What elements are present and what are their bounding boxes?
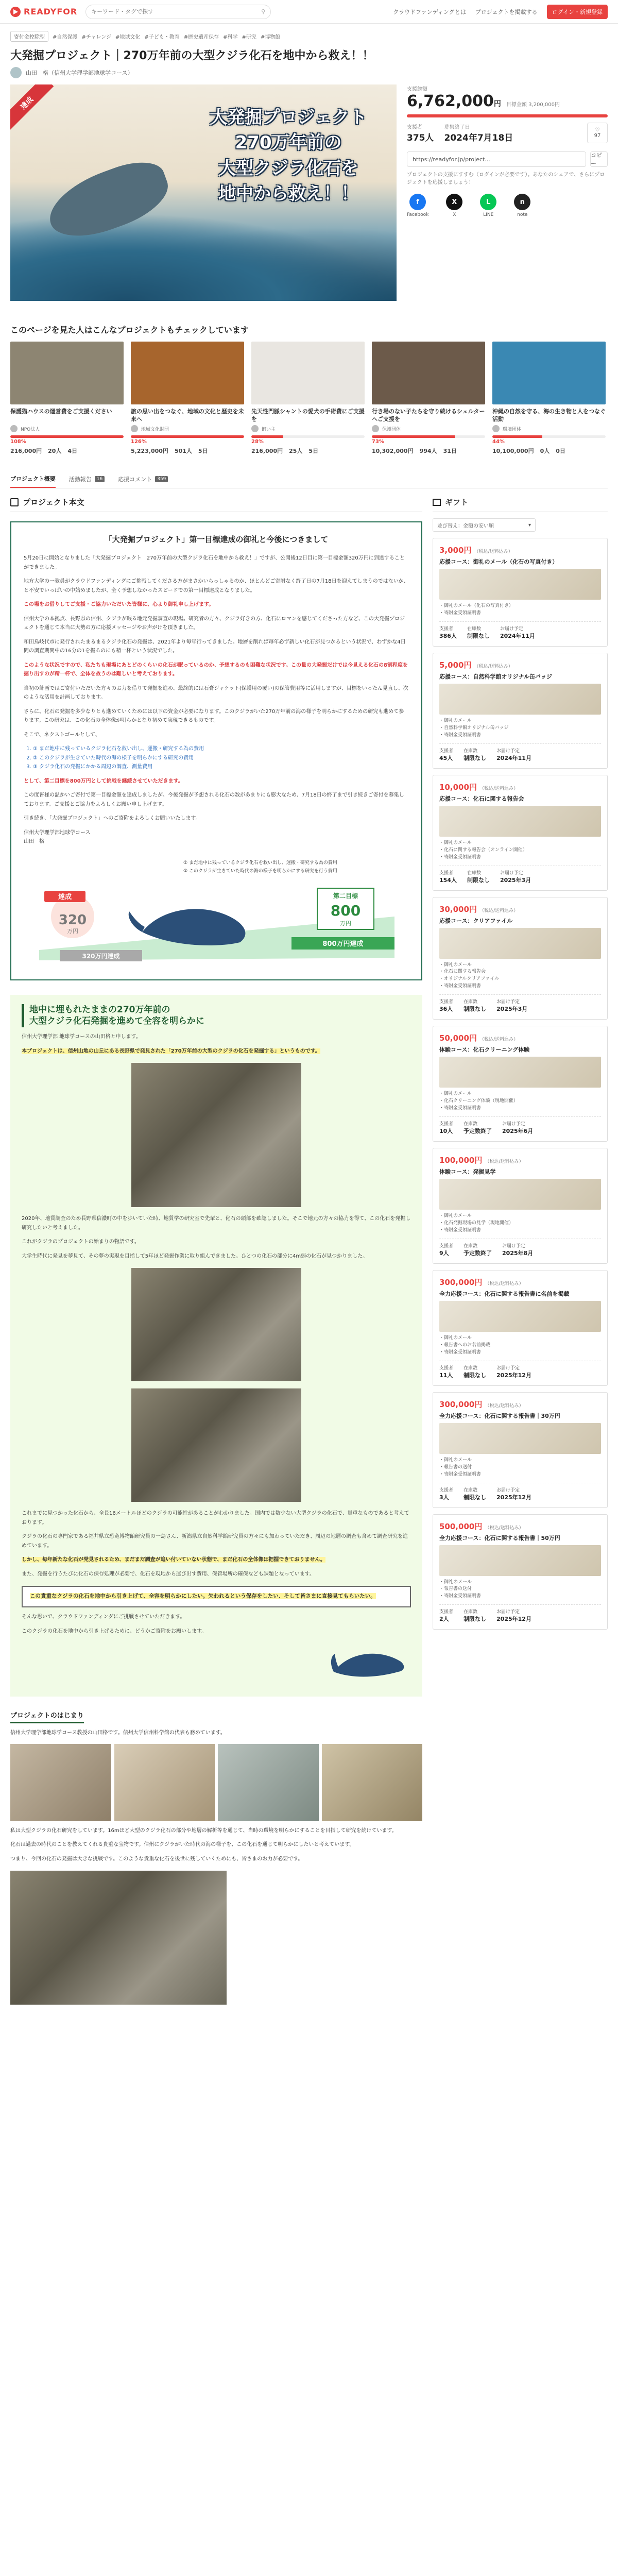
card-owner: 保護団体 — [372, 425, 485, 432]
goal-graphic-svg — [24, 855, 409, 968]
progress-fill — [407, 114, 608, 117]
first-goal-value: 320 — [58, 912, 87, 928]
paragraph: 信州大学の本拠点、長野県の信州、クジラが眠る地元発掘調査の現場。研究者の方々、クジラ好きの方、化石にロマンを感じてくださった方など、この大発掘プロジェクトを通じて本当に大勢の方に応援メッセージやお声がけを頂きました。 — [24, 616, 405, 631]
paragraph: 信州大学理学部 地球学コースの山田格と申します。 — [22, 1034, 141, 1040]
hero-caption — [196, 105, 381, 207]
gift-thumbnail — [439, 684, 601, 715]
card-image — [10, 342, 124, 404]
card-progress — [131, 435, 244, 438]
gift-card[interactable] — [433, 775, 608, 891]
card-meta: 10,302,000円 994人 31日 — [372, 448, 457, 454]
card-image — [251, 342, 365, 404]
page-title: 大発掘プロジェクト｜270万年前の大型クジラ化石を地中から救え！！ — [10, 49, 374, 62]
login-button[interactable]: ログイン・新規登録 — [547, 5, 608, 19]
paragraph: しかし、毎年新たな化石が発見されるため、まだまだ調査が追い付いていない状態で、まだ化石の全体像は把握できておりません。 — [22, 1557, 325, 1563]
gift-card[interactable] — [433, 1392, 608, 1508]
paragraph: 地方大学の一教員がクラウドファンディングにご挑戦してくださる方がまさかいらっしゃるのか、ほとんどご寄附なく終了日の7月18日を迎えてしまうのではないか、と不安でいっぱいの中始めましたが、全く予想しなかったスピードでの第一目標達成となりました。 — [24, 579, 409, 594]
gift-name: 応援コース：御礼のメール（化石の写真付き） — [439, 558, 558, 565]
top-bar — [0, 0, 618, 24]
card-percent: 126% — [131, 439, 147, 445]
gift-thumbnail — [439, 1057, 601, 1088]
project-tags — [10, 24, 608, 42]
gift-thumbnail — [439, 1423, 601, 1454]
gift-description: ・御礼のメール ・化石クリーニング体験（現地開催） ・寄附金受領証明書 — [439, 1091, 518, 1111]
gift-description: ・御礼のメール ・化石に関する報告会（オンライン開催） ・寄附金受領証明書 — [439, 840, 527, 860]
amount-label: 支援総額 — [407, 87, 427, 92]
recommend-card[interactable] — [492, 342, 606, 455]
gift-card[interactable] — [433, 1270, 608, 1386]
origin-heading: プロジェクトのはじまり — [10, 1710, 84, 1723]
x-icon: X — [446, 194, 462, 210]
readyfor-logo[interactable] — [10, 7, 77, 17]
paragraph: そんな思いで、クラウドファンディングにご挑戦させていただきます。 — [22, 1614, 185, 1620]
gift-icon — [433, 499, 441, 506]
post-project-link[interactable]: プロジェクトを掲載する — [475, 8, 538, 15]
paragraph: これまでに見つかった化石から、全長16メートルほどのクジラの可能性があることがわかりました。国内では数少ない大型クジラの化石で、貴重なものであると考えております。 — [22, 1511, 409, 1526]
recommend-list — [10, 342, 608, 455]
gift-meta: 支援者 154人 在庫数 制限なし お届け予定 2025年3月 — [439, 866, 601, 884]
gift-name: 体験コース：化石クリーニング体験 — [439, 1046, 530, 1054]
list-item: 2. ② このクジラが生きていた時代の海の様子を明らかにする研究の費用 — [33, 754, 409, 763]
card-progress — [372, 435, 485, 438]
paragraph: 和田鳥岐代市に発行されたまるまるクジラ化石の発掘は、2021年より毎年行ってきました。地層を削れば毎年必ず新しい化石が見つかるという状況で、わずかな4日間の調査期間中の16分の1を掘るのにも精一杯という状況でした。 — [24, 639, 406, 654]
card-title: 旅の思い出をつなぐ、地域の文化と歴史を未来へ — [131, 408, 244, 423]
card-image — [372, 342, 485, 404]
hero-line: 270万年前の — [235, 132, 342, 154]
gift-meta: 支援者 2人 在庫数 制限なし お届け予定 2025年12月 — [439, 1604, 601, 1623]
gift-heading: ギフト — [433, 497, 608, 512]
avatar — [10, 67, 22, 78]
card-percent: 44% — [492, 439, 505, 445]
note-icon: n — [514, 194, 530, 210]
logo-text: READYFOR — [24, 7, 78, 16]
card-percent: 108% — [10, 439, 26, 445]
recommend-card[interactable] — [251, 342, 365, 455]
tag[interactable]: #研究 — [242, 35, 256, 40]
avatar — [131, 425, 138, 432]
share-line-button[interactable]: L LINE — [480, 194, 496, 217]
tab-overview[interactable]: プロジェクト概要 — [10, 470, 56, 488]
search-box[interactable] — [85, 5, 271, 19]
paragraph: そこで、ネクストゴールとして、 — [24, 732, 100, 738]
card-meta: 216,000円 25人 5日 — [251, 448, 319, 454]
avatar — [492, 425, 500, 432]
paragraph: さらに、化石の発掘を多少なりとも進めていくためには以下の資金が必要になります。このクジラがいた270万年前の海の様子を明らかにするための研究も進めて参ります。この研究は、この化石の全体像が明らかとなり初めて実現できるものです。 — [24, 708, 404, 723]
search-icon[interactable]: ⚲ — [261, 8, 266, 15]
gift-description: ・御礼のメール ・報告書へのお名前掲載 ・寄附金受領証明書 — [439, 1335, 491, 1355]
team-photo — [114, 1744, 215, 1821]
gift-price: 30,000円 （税込/送料込み） — [439, 904, 519, 914]
gift-name: 応援コース：クリアファイル — [439, 917, 513, 924]
second-goal-value: 800 — [330, 902, 361, 919]
gift-description: ・御礼のメール ・報告書の送付 ・寄附金受領証明書 — [439, 1457, 482, 1477]
avatar — [372, 425, 379, 432]
team-photos — [10, 1744, 422, 1821]
section-title: プロジェクト本文 — [10, 497, 422, 512]
gift-price: 500,000円 （税込/送料込み） — [439, 1521, 524, 1531]
first-badge: 320万円達成 — [82, 952, 120, 960]
gift-card[interactable] — [433, 1026, 608, 1142]
tab-reports[interactable]: 活動報告 16 — [69, 470, 105, 488]
goal-report — [10, 521, 422, 980]
card-image — [492, 342, 606, 404]
gift-name: 全力応援コース：化石に関する報告書｜50万円 — [439, 1534, 560, 1541]
paragraph: これがクジラのプロジェクトの始まりの物語です。 — [22, 1239, 140, 1245]
search-input[interactable] — [91, 8, 257, 15]
gift-meta: 支援者 45人 在庫数 制限なし お届け予定 2024年11月 — [439, 743, 601, 762]
hero-image — [10, 84, 397, 301]
gift-description: ・御礼のメール（化石の写真付き） ・寄附金受領証明書 — [439, 603, 513, 616]
gift-meta: 支援者 3人 在庫数 制限なし お届け予定 2025年12月 — [439, 1483, 601, 1501]
chevron-down-icon: ▾ — [528, 522, 531, 528]
share-url-field[interactable]: https://readyfor.jp/project... — [407, 151, 586, 167]
tag[interactable]: #博物館 — [260, 35, 281, 40]
gift-card[interactable] — [433, 897, 608, 1020]
signature: 信州大学理学部地球学コース 山田 格 — [24, 829, 91, 844]
project-owner[interactable] — [10, 67, 608, 78]
supporters-stat: 支援者 375人 — [407, 125, 434, 143]
gift-thumbnail — [439, 569, 601, 600]
achieved-ribbon: 達成 — [10, 84, 54, 130]
gift-description: ・御礼のメール ・報告書の送付 ・寄附金受領証明書 — [439, 1579, 482, 1599]
paragraph: 引き続き、「大発掘プロジェクト」へのご寄附をよろしくお願いいたします。 — [24, 816, 201, 821]
team-photo — [10, 1744, 111, 1821]
achieved-label: 達成 — [58, 893, 72, 901]
paragraph-emphasis: として、第二目標を800万円として挑戦を継続させていただきます。 — [24, 778, 183, 784]
chart-note: ② このクジラが生きていた時代の海の様子を明らかにする研究を行う費用 — [183, 868, 337, 874]
gift-meta: 支援者 10人 在庫数 予定数終了 お届け予定 2025年6月 — [439, 1116, 601, 1135]
document-icon — [10, 498, 19, 506]
paragraph: このクジラの化石を地中から引き上げるために、どうかご寄附をお願いします。 — [22, 1628, 207, 1634]
hero-line: 大発掘プロジェクト — [210, 107, 367, 128]
owner-name: 山田 格（信州大学理学部地球学コース） — [26, 70, 133, 76]
paragraph-emphasis: この場をお借りしてご支援・ご協力いただいた皆様に、心より御礼申し上げます。 — [24, 602, 214, 607]
sort-select[interactable]: 並び替え：金額の安い順 ▾ — [433, 518, 536, 532]
card-title: 沖縄の自然を守る、海の生き物と人をつなぐ活動 — [492, 408, 606, 423]
field-photo — [10, 1871, 227, 2005]
team-photo — [218, 1744, 319, 1821]
tag[interactable]: #チャレンジ — [81, 35, 111, 40]
tag[interactable]: #自然保護 — [53, 35, 78, 40]
team-photo — [322, 1744, 423, 1821]
story-section — [10, 995, 422, 1697]
goal-amount: 目標金額 3,200,000円 — [506, 102, 560, 108]
list-item: 1. ① まだ地中に残っているクジラ化石を救い出し、運搬・研究する為の費用 — [33, 744, 409, 754]
gift-meta: 支援者 11人 在庫数 制限なし お届け予定 2025年12月 — [439, 1361, 601, 1379]
fossil-photo — [131, 1268, 301, 1381]
goal-graphic — [24, 855, 409, 968]
gift-thumbnail — [439, 928, 601, 959]
gift-thumbnail — [439, 1545, 601, 1576]
avatar — [10, 425, 18, 432]
card-progress — [10, 435, 124, 438]
paragraph: 信州大学理学部地球学コース教授の山田格です。信州大学信州科学館の代表も務めています。 — [10, 1730, 226, 1736]
recommend-card[interactable] — [131, 342, 244, 455]
gift-card[interactable] — [433, 1148, 608, 1264]
paragraph: 大学生時代に発見を夢見て、その夢の実現を目指して5年ほど発掘作業に取り組んできました。ひとつの化石の部分に4m弱の化石が見つかりました。 — [22, 1253, 368, 1259]
share-x-button[interactable]: X X — [446, 194, 462, 217]
origin-section — [10, 1710, 422, 2005]
tag[interactable]: #歴史遺産保存 — [183, 35, 219, 40]
gift-name: 全力応援コース：化石に関する報告書に名前を掲載 — [439, 1290, 570, 1297]
line-icon: L — [480, 194, 496, 210]
paragraph: クジラの化石の専門家である福井県立恐竜博物館研究員の一島さん、新潟県立自然科学館研究員の方々にも加わっていただき、周辺の地層の調査も含めて調査研究を進めています。 — [22, 1534, 408, 1549]
gift-sidebar — [433, 497, 608, 2012]
logo-icon — [10, 7, 21, 17]
card-progress — [251, 435, 365, 438]
heart-icon: ♡ — [595, 127, 600, 133]
card-progress — [492, 435, 606, 438]
favorite-button[interactable]: ♡ 97 — [587, 123, 608, 143]
card-meta: 10,100,000円 0人 0日 — [492, 448, 565, 454]
card-percent: 28% — [251, 439, 264, 445]
whale-tail-icon — [129, 911, 145, 932]
gift-price: 10,000円 （税込/送料込み） — [439, 782, 519, 792]
gift-price: 300,000円 （税込/送料込み） — [439, 1277, 524, 1287]
gift-thumbnail — [439, 1179, 601, 1210]
card-owner: NPO法人 — [10, 425, 124, 432]
end-date-stat: 募集終了日 2024年7月18日 — [444, 125, 513, 143]
social-share — [407, 194, 608, 217]
callout-box: この貴重なクジラの化石を地中から引き上げて、全容を明らかにしたい。失われるという保存をしたい、そして皆さまに直接見てもらいたい。 — [22, 1586, 411, 1607]
card-owner: 地域文化財団 — [131, 425, 244, 432]
list-item: 3. ③ クジラ化石の発掘にかかる周辺の調査、測量費用 — [33, 762, 409, 772]
facebook-icon: f — [409, 194, 426, 210]
gift-price: 50,000円 （税込/送料込み） — [439, 1033, 519, 1043]
whale-illustration-icon — [329, 1641, 411, 1687]
card-title: 先天性門脈シャントの愛犬の手術費にご支援を — [251, 408, 365, 423]
gift-price: 5,000円 （税込/送料込み） — [439, 660, 513, 670]
card-meta: 216,000円 20人 4日 — [10, 448, 78, 454]
excavation-photo — [131, 1063, 301, 1207]
recommend-title: このページを見た人はこんなプロジェクトもチェックしています — [10, 325, 249, 335]
hero-line: 地中から救え！！ — [218, 183, 358, 204]
chart-note: ① まだ地中に残っているクジラ化石を救い出し、運搬・研究する為の費用 — [183, 860, 337, 866]
paragraph: また、発掘を行うたびに化石の保存処理が必要で、化石を現地から運び出す費用、保管場所の確保なども課題となっています。 — [22, 1571, 315, 1577]
gift-price: 100,000円 （税込/送料込み） — [439, 1156, 524, 1165]
tab-comments[interactable]: 応援コメント 359 — [118, 470, 168, 488]
gift-thumbnail — [439, 1301, 601, 1332]
share-facebook-button[interactable]: f Facebook — [407, 194, 428, 217]
copy-button[interactable]: コピー — [590, 151, 608, 167]
card-title: 行き場のない子たちを守り続けるシェルターへご支援を — [372, 408, 485, 423]
progress-bar — [407, 114, 608, 117]
hero-line: 大型クジラ化石を — [218, 158, 358, 179]
paragraph: この度皆様の温かいご寄付で第一目標金額を達成しましたが、今後発掘が予想される化石の数があまりにも膨大なため、7月18日の終了まで引き続きご寄付を募集しております。ご支援とご協力をよろしくお願い申し上げます。 — [24, 792, 404, 807]
gift-description: ・御礼のメール ・化石に関する報告会 ・オリジナルクリアファイル ・寄附金受領証明書 — [439, 962, 500, 989]
share-note-button[interactable]: n note — [514, 194, 530, 217]
project-stats — [407, 84, 608, 301]
card-percent: 73% — [372, 439, 384, 445]
paragraph-emphasis: このような状況ですので、私たちも現場にあとどのくらいの化石が眠っているのか、予想するのも困難な状況です。この量の大発掘だけでは今見える化石の8割程度を掘り出すのが精一杯で、全体を救うのは難しいと考えております。 — [24, 662, 408, 677]
tag[interactable]: #地域文化 — [115, 35, 141, 40]
paragraph: つまり、今回の化石の発掘は大きな挑戦です。このような貴重な化石を後世に残していくためにも、皆さまのお力が必要です。 — [10, 1856, 303, 1862]
paragraph: 化石は過去の時代のことを教えてくれる貴重な宝物です。信州にクジラがいた時代の海の様子を、この化石を通じて明らかにしたいと考えています。 — [10, 1842, 355, 1848]
recommend-card[interactable] — [372, 342, 485, 455]
second-goal-unit: 万円 — [340, 920, 351, 927]
paragraph: 当初の計画ではご寄付いただいた方々のお力を借りて発掘を進め、最終的には石膏ジャケット(保護用の覆い)の保管費用等に活用しますが、目標をいったん見直し、次のような活用を計画しております。 — [24, 685, 408, 700]
avatar — [251, 425, 259, 432]
gift-meta: 支援者 36人 在庫数 制限なし お届け予定 2025年3月 — [439, 994, 601, 1013]
gift-card[interactable] — [433, 538, 608, 647]
paragraph: 私は大型クジラの化石研究をしています。16mほど大型のクジラ化石の部分や地層の解析等を通じて、当時の環境を明らかにすることを目指して研究を続けています。 — [10, 1827, 397, 1834]
card-title: 保護猫ハウスの運営費をご支援ください — [10, 408, 112, 415]
card-owner: 飼い主 — [251, 425, 365, 432]
gift-price: 3,000円 （税込/送料込み） — [439, 546, 513, 555]
gift-thumbnail — [439, 806, 601, 837]
gift-meta: 支援者 386人 在庫数 制限なし お届け予定 2024年11月 — [439, 621, 601, 640]
gift-card[interactable] — [433, 1514, 608, 1630]
gift-name: 応援コース：化石に関する報告会 — [439, 795, 524, 802]
tag[interactable]: #科学 — [223, 35, 238, 40]
paragraph: 本プロジェクトは、信州山地の山丘にある長野県で発見された「270万年前の大型のクジラの化石を発掘する」というものです。 — [22, 1048, 320, 1054]
share-note: プロジェクトの支援にすすむ（ログインが必要です）。あなたのシェアで、さらにプロジェクトを応援しましょう！ — [407, 172, 605, 185]
paragraph: 5月20日に開始となりました「大発掘プロジェクト 270万年前の大型クジラ化石を地中から救え！」ですが、公開後12日目に第一目標金額320万円に到達することができました。 — [24, 555, 405, 570]
about-link[interactable]: クラウドファンディングとは — [393, 8, 466, 15]
tag[interactable]: #子ども・教育 — [144, 35, 180, 40]
first-goal-unit: 万円 — [67, 927, 78, 935]
paragraph: 2020年、地質調査のため長野県信濃町の中を歩いていた時、地質学の研究室で先輩と、化石の頭部を確認しました。そこで地元の方々の協力を得て、この化石を発掘し研究したいと考えました。 — [22, 1216, 411, 1231]
card-meta: 5,223,000円 501人 5日 — [131, 448, 208, 454]
card-image — [131, 342, 244, 404]
gift-name: 体験コース：発掘見学 — [439, 1168, 496, 1176]
gift-name: 応援コース：自然科学館オリジナル缶バッジ — [439, 673, 552, 680]
second-goal-label: 第二目標 — [333, 892, 358, 900]
gift-price: 300,000円 （税込/送料込み） — [439, 1399, 524, 1409]
gift-description: ・御礼のメール ・自然科学館オリジナル缶バッジ ・寄附金受領証明書 — [439, 718, 509, 738]
second-badge: 800万円達成 — [322, 940, 364, 948]
gift-meta: 支援者 9人 在庫数 予定数終了 お届け予定 2025年8月 — [439, 1239, 601, 1257]
gift-name: 全力応援コース：化石に関する報告書｜30万円 — [439, 1412, 560, 1419]
content-tabs — [10, 470, 608, 488]
fossil-closeup-photo — [131, 1388, 301, 1502]
gift-description: ・御礼のメール ・化石発掘現場の見学（現地開催） ・寄附金受領証明書 — [439, 1213, 514, 1233]
gift-card[interactable] — [433, 653, 608, 769]
tag-tax[interactable]: 寄付金控除型 — [10, 31, 48, 42]
recommend-card[interactable] — [10, 342, 124, 455]
amount-value: 6,762,000円 — [407, 92, 501, 110]
next-goal-list — [33, 744, 409, 772]
story-heading: 地中に埋もれたままの270万年前の 大型クジラ化石発掘を進めて全容を明らかに — [22, 1004, 411, 1028]
card-owner: 環境団体 — [492, 425, 606, 432]
report-title: 「大発掘プロジェクト」第一目標達成の御礼と今後につきまして — [104, 535, 329, 544]
